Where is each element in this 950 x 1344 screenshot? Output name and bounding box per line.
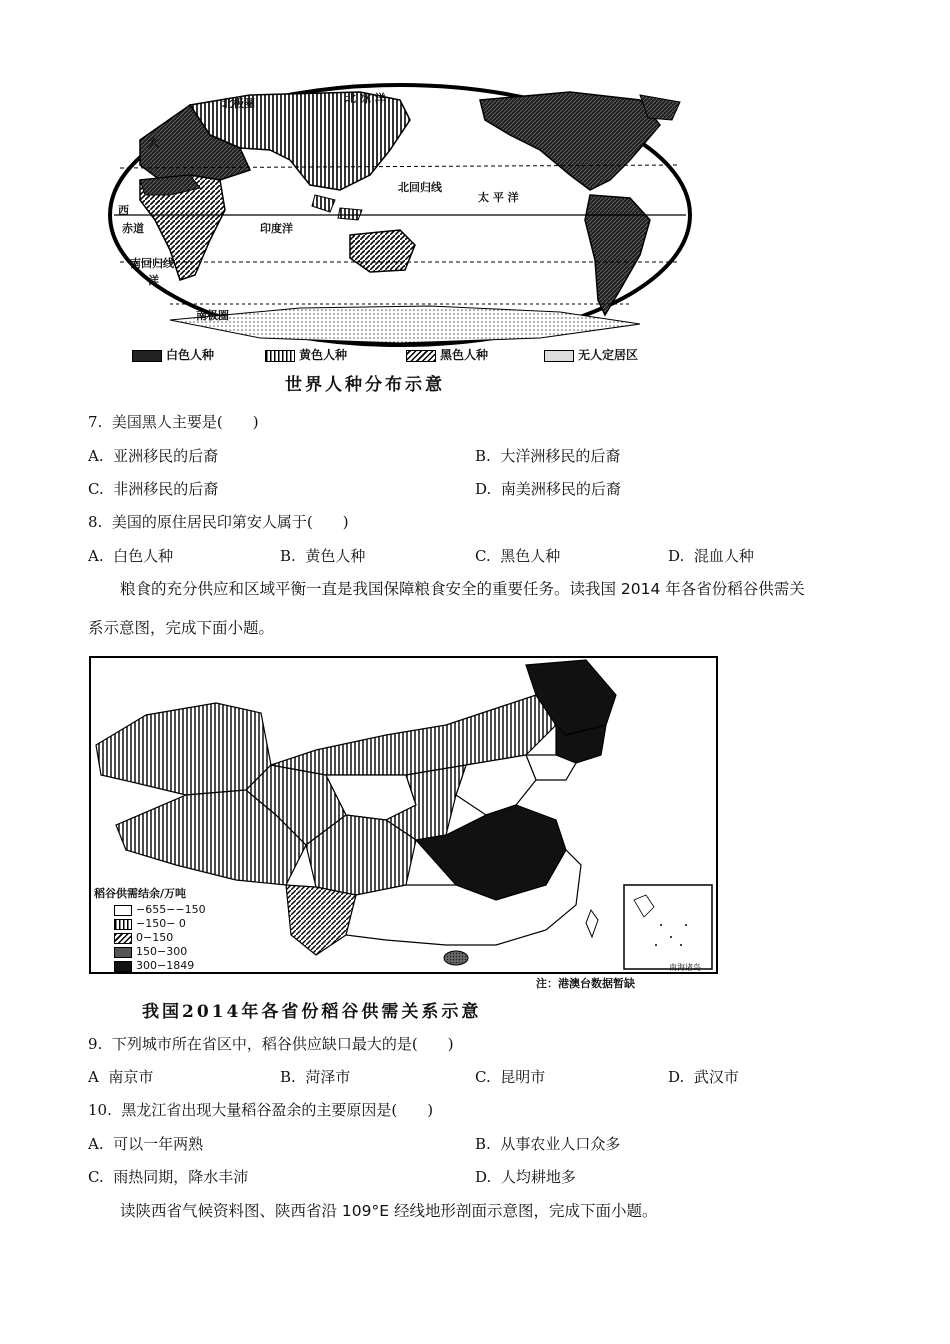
tropic-capricorn-label: 南回归线 xyxy=(130,257,174,270)
west-label: 西 xyxy=(118,204,129,217)
south-china-sea-inset xyxy=(624,885,712,969)
map-note: 注：港澳台数据暂缺 xyxy=(536,977,635,990)
rice-legend-item-3: 0−150 xyxy=(114,931,173,944)
q10-option-b[interactable]: B. 从事农业人口众多 xyxy=(475,1135,621,1153)
q8-option-d[interactable]: D. 混血人种 xyxy=(668,547,754,565)
atlantic-label: 大 xyxy=(148,136,159,149)
q7-option-d[interactable]: D. 南美洲移民的后裔 xyxy=(475,480,621,498)
q10-option-c[interactable]: C. 雨热同期，降水丰沛 xyxy=(88,1168,249,1186)
q8-option-b[interactable]: B. 黄色人种 xyxy=(280,547,366,565)
question-7: 7. 美国黑人主要是( ) xyxy=(88,413,259,431)
intro-paragraph-1-line1: 粮食的充分供应和区域平衡一直是我国保障粮食安全的重要任务。读我国 2014 年各省份稻谷供需关 xyxy=(120,580,805,598)
rice-legend-item-1: −655−−150 xyxy=(114,903,206,916)
q7-option-c[interactable]: C. 非洲移民的后裔 xyxy=(88,480,219,498)
q9-option-b[interactable]: B. 菏泽市 xyxy=(280,1068,351,1086)
china-rice-map-figure xyxy=(86,655,726,1025)
rice-legend-title: 稻谷供需结余/万吨 xyxy=(94,887,187,900)
rice-legend-item-2: −150− 0 xyxy=(114,917,186,930)
indian-ocean-label: 印度洋 xyxy=(260,222,293,235)
q10-option-a[interactable]: A. 可以一年两熟 xyxy=(88,1135,204,1153)
legend-black-race: 黑色人种 xyxy=(406,346,488,363)
rice-legend-item-4: 150−300 xyxy=(114,945,187,958)
q8-option-c[interactable]: C. 黑色人种 xyxy=(475,547,561,565)
tropic-cancer-label: 北回归线 xyxy=(398,181,442,194)
question-9: 9. 下列城市所在省区中，稻谷供应缺口最大的是( ) xyxy=(88,1035,454,1053)
world-race-map-figure xyxy=(100,80,700,400)
q8-option-a[interactable]: A. 白色人种 xyxy=(88,547,174,565)
q7-option-b[interactable]: B. 大洋洲移民的后裔 xyxy=(475,447,621,465)
q9-option-d[interactable]: D. 武汉市 xyxy=(668,1068,739,1086)
q10-option-d[interactable]: D. 人均耕地多 xyxy=(475,1168,576,1186)
arctic-ocean-label: 北 冰 洋 xyxy=(345,92,386,105)
intro-paragraph-1-line2: 系示意图，完成下面小题。 xyxy=(88,619,275,637)
question-8: 8. 美国的原住居民印第安人属于( ) xyxy=(88,513,349,531)
rice-legend-item-5: 300−1849 xyxy=(114,959,194,972)
australia-landmass xyxy=(350,230,415,272)
legend-white-race: 白色人种 xyxy=(132,346,214,363)
yang-label: 洋 xyxy=(148,274,159,287)
antarctic-circle-label: 南极圈 xyxy=(196,309,229,322)
world-map-svg xyxy=(100,80,700,350)
arctic-circle-label: 北极圈 xyxy=(222,97,255,110)
inset-label: 南海诸岛 xyxy=(669,963,701,972)
equator-label: 赤道 xyxy=(122,222,144,235)
figure1-caption: 世界人种分布示意 xyxy=(285,375,445,395)
intro-paragraph-2: 读陕西省气候资料图、陕西省沿 109°E 经线地形剖面示意图，完成下面小题。 xyxy=(120,1202,658,1220)
q9-option-a[interactable]: A 南京市 xyxy=(88,1068,154,1086)
figure2-caption: 我国2014年各省份稻谷供需关系示意 xyxy=(142,1002,482,1022)
question-10: 10. 黑龙江省出现大量稻谷盈余的主要原因是( ) xyxy=(88,1101,434,1119)
legend-uninhabited: 无人定居区 xyxy=(544,346,638,363)
pacific-label: 太 平 洋 xyxy=(478,191,519,204)
q7-option-a[interactable]: A. 亚洲移民的后裔 xyxy=(88,447,219,465)
legend-yellow-race: 黄色人种 xyxy=(265,346,347,363)
q9-option-c[interactable]: C. 昆明市 xyxy=(475,1068,546,1086)
